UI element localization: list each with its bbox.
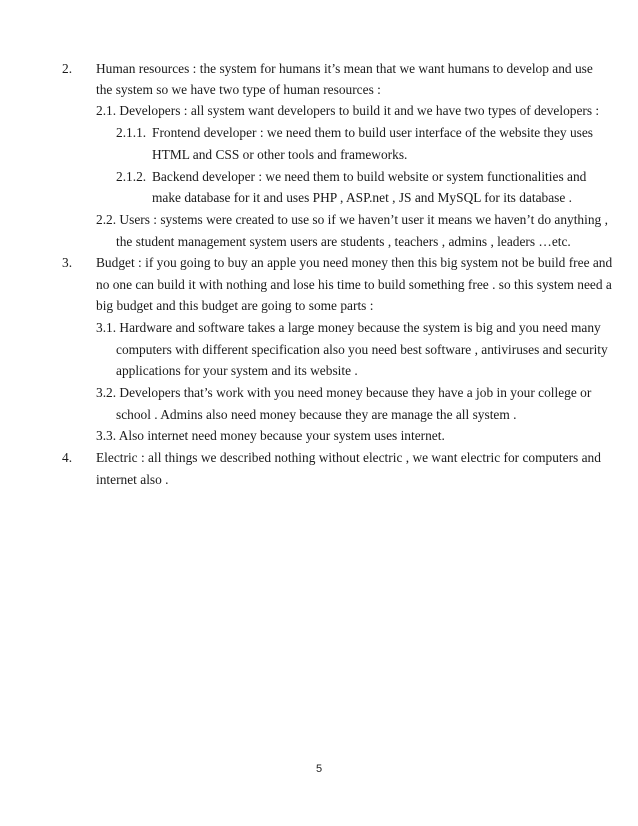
subsubitem-line: HTML and CSS or other tools and frameworks. <box>152 147 408 162</box>
subitem-line: 3.2. Developers that’s work with you need money because they have a job in your college or <box>96 385 592 400</box>
paragraph-line: big budget and this budget are going to some parts : <box>96 298 374 313</box>
paragraph-line: no one can build it with nothing and lose his time to build something free . so this system need a <box>96 277 612 292</box>
subitem-line: 3.1. Hardware and software takes a large money because the system is big and you need many <box>96 320 601 335</box>
list-number: 2. <box>62 61 73 76</box>
subsubitem-number: 2.1.2. <box>116 169 147 184</box>
subsubitem-line: make database for it and uses PHP , ASP.net , JS and MySQL for its database . <box>152 190 573 205</box>
page-number: 5 <box>315 763 323 775</box>
subitem-line: school . Admins also need money because they are manage the all system . <box>116 407 517 422</box>
subitem-line: 3.3. Also internet need money because your system uses internet. <box>96 428 445 443</box>
list-number: 3. <box>62 255 73 270</box>
paragraph-line: internet also . <box>96 472 169 487</box>
paragraph-line: the system so we have two type of human resources : <box>96 82 381 97</box>
list-number: 4. <box>62 450 73 465</box>
subitem-line: 2.2. Users : systems were created to use so if we haven’t user it means we haven’t do anything , <box>96 212 608 227</box>
paragraph-line: Human resources : the system for humans it’s mean that we want humans to develop and use <box>96 61 593 76</box>
paragraph-line: Budget : if you going to buy an apple you need money then this big system not be build free and <box>96 255 613 270</box>
subitem-line: applications for your system and its website . <box>116 363 358 378</box>
subitem-line: computers with different specification also you need best software , antiviruses and security <box>116 342 608 357</box>
subitem-line: 2.1. Developers : all system want developers to build it and we have two types of developers : <box>96 103 600 118</box>
subsubitem-line: Backend developer : we need them to build website or system functionalities and <box>152 169 587 184</box>
paragraph-line: Electric : all things we described nothing without electric , we want electric for computers and <box>96 450 601 465</box>
subitem-line: the student management system users are students , teachers , admins , leaders …etc. <box>116 234 571 249</box>
subsubitem-number: 2.1.1. <box>116 125 147 140</box>
subsubitem-line: Frontend developer : we need them to build user interface of the website they uses <box>152 125 594 140</box>
